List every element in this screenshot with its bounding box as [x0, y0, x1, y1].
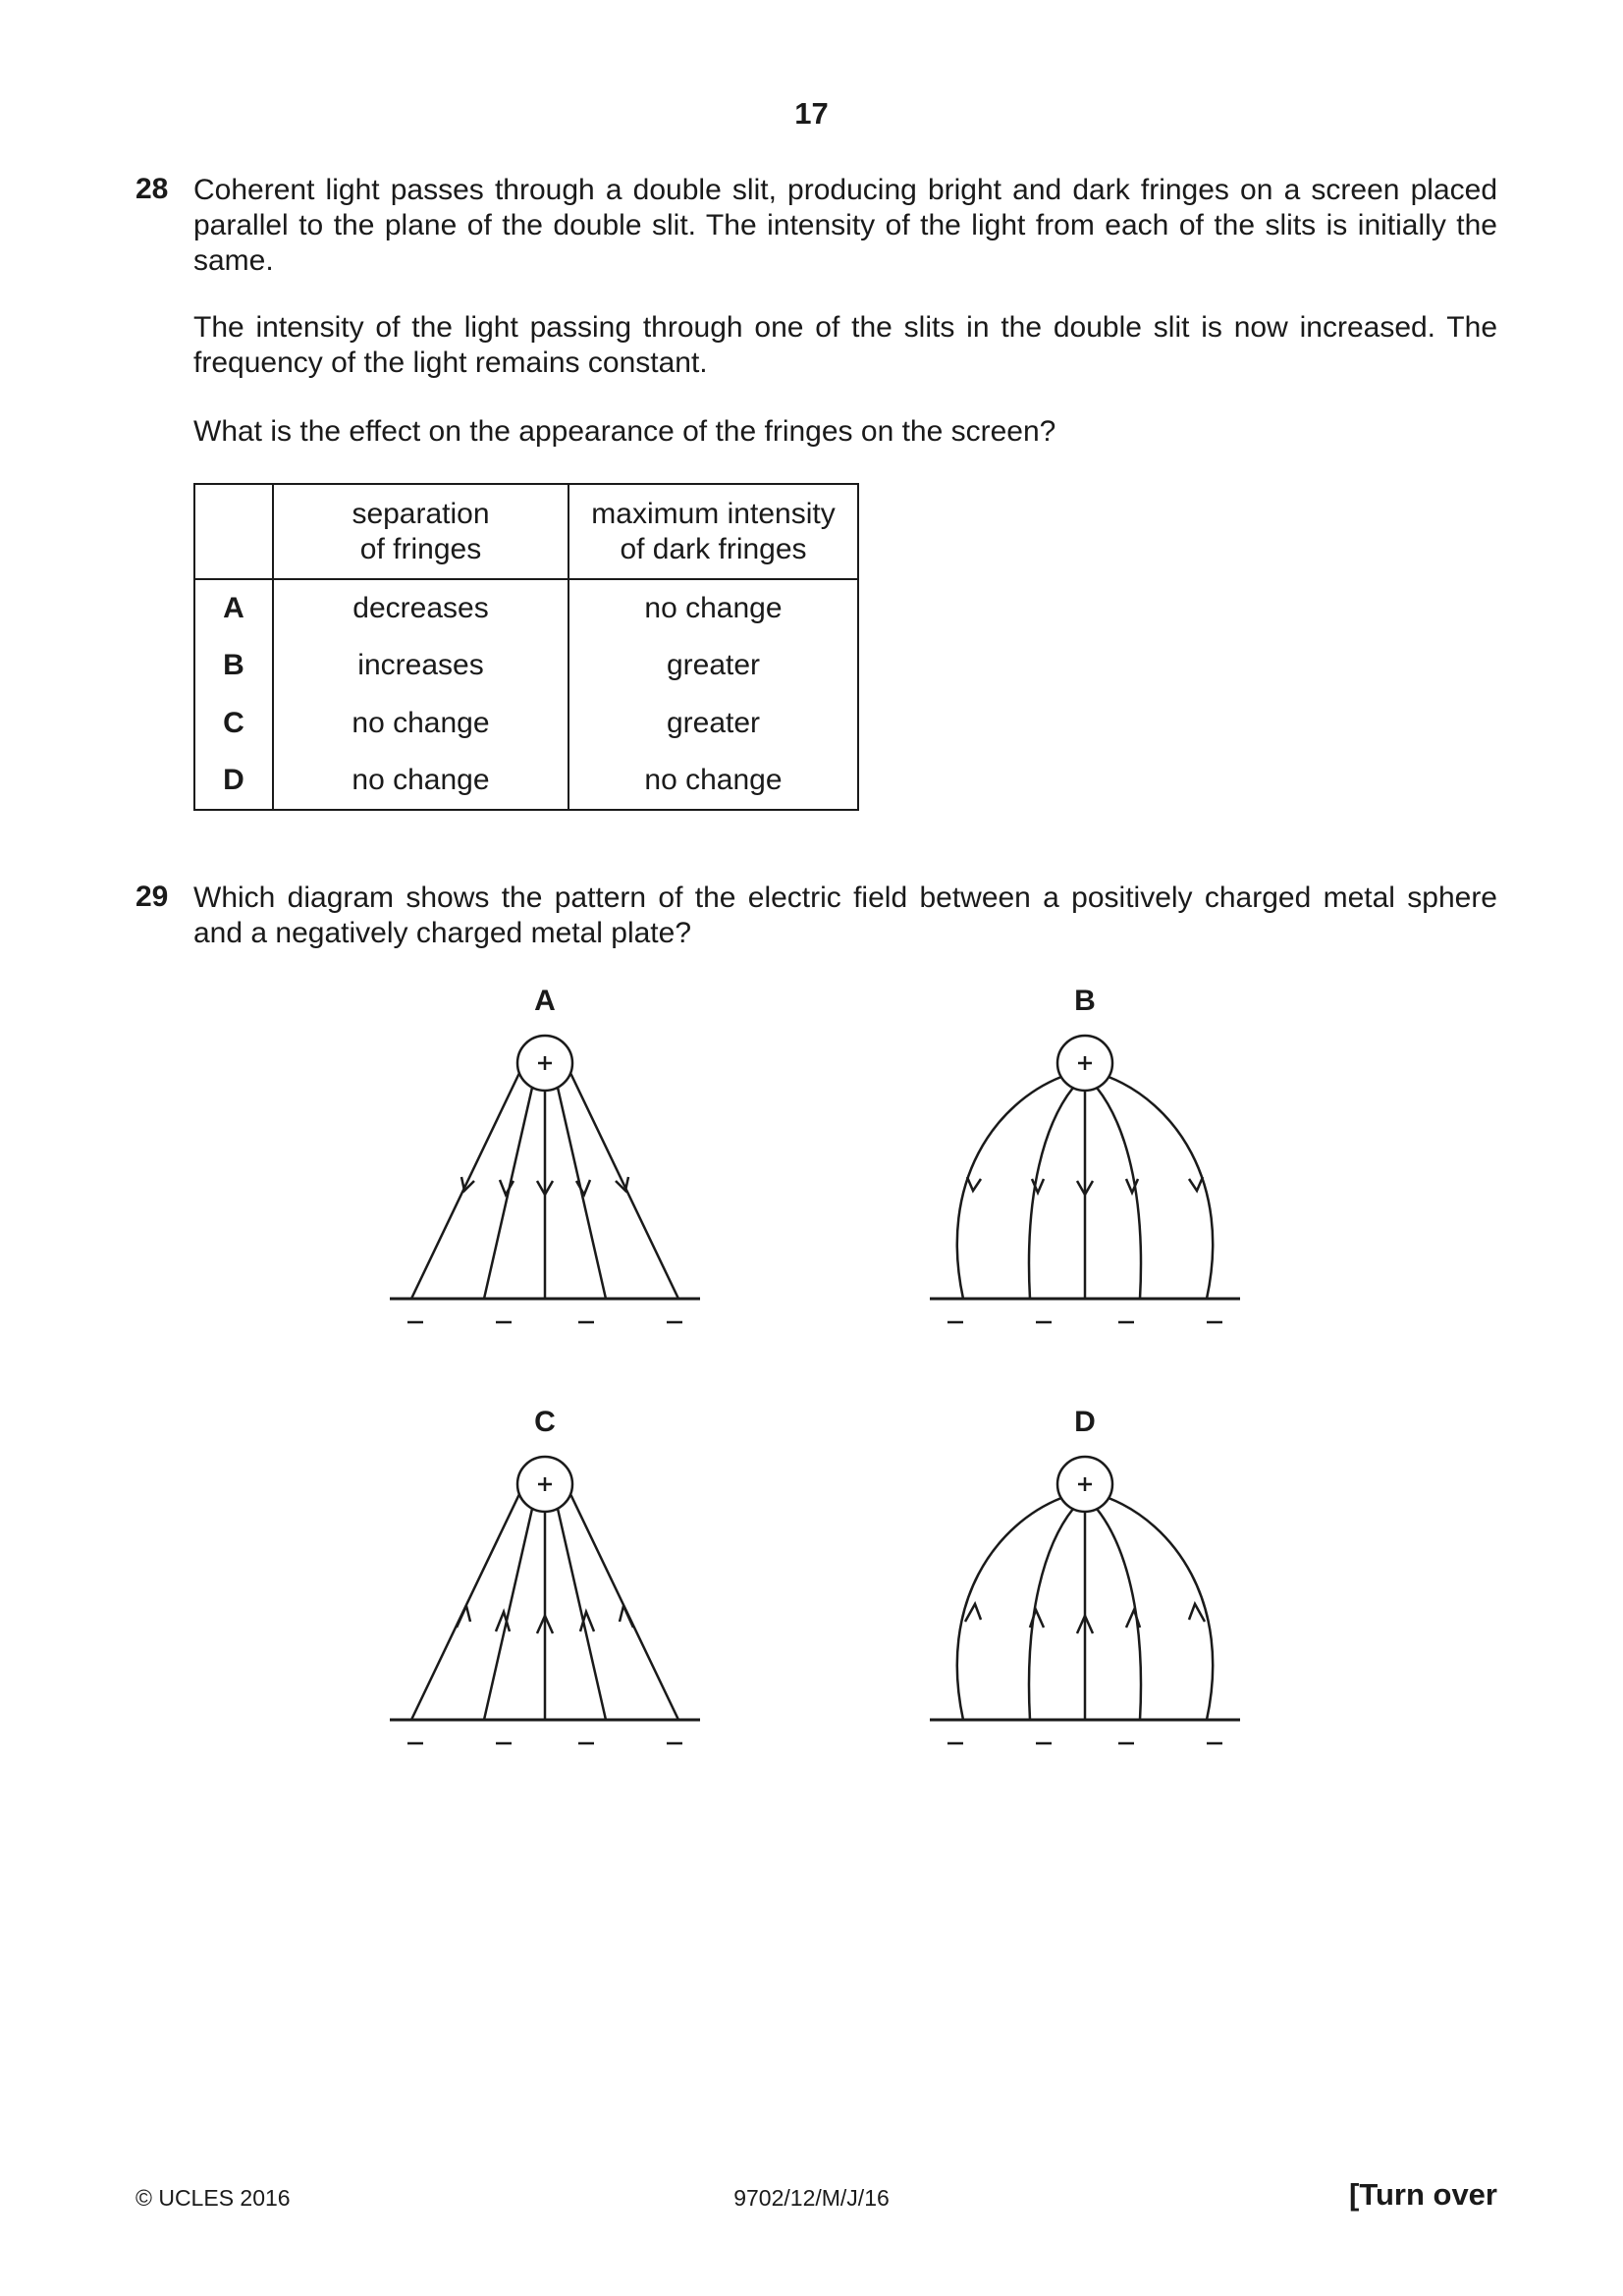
arrow-up-icon: [1126, 1610, 1140, 1628]
arrow-down-icon: [576, 1180, 590, 1195]
question-28-intro: Coherent light passes through a double slit, producing bright and dark fringes on a screen placed parallel to the plane of the double slit. The intensity of the light from each of the slits is initially the same.: [193, 174, 1497, 277]
option-label: D: [223, 763, 244, 796]
field-lines: [957, 1498, 1213, 1720]
option-label: B: [223, 649, 244, 682]
turn-over-label: [Turn over: [1349, 2177, 1497, 2212]
diagram-a-label: A: [534, 985, 556, 1017]
question-28-number: 28: [135, 173, 169, 205]
diagram-c-label: C: [534, 1406, 556, 1438]
field-lines: [957, 1077, 1213, 1299]
diagram-d: [930, 1457, 1240, 1743]
diagram-b: [930, 1036, 1240, 1322]
question-28-change: The intensity of the light passing through one of the slits in the double slit is now increased. The frequency of the light remains constant.: [193, 311, 1497, 379]
footer-paper-code: 9702/12/M/J/16: [733, 2185, 890, 2211]
field-line: [558, 1088, 606, 1299]
diagram-b-label: B: [1074, 985, 1096, 1017]
diagram-c: [390, 1457, 700, 1743]
page-number: 17: [794, 96, 829, 131]
field-lines: [411, 1073, 678, 1299]
field-line: [1029, 1088, 1073, 1299]
field-line: [558, 1509, 606, 1720]
header-line: separation: [352, 497, 490, 530]
diagram-d-label: D: [1074, 1406, 1096, 1438]
field-line: [484, 1088, 532, 1299]
header-line: of dark fringes: [620, 532, 807, 565]
field-line: [484, 1509, 532, 1720]
option-separation: increases: [273, 637, 568, 694]
arrow-up-icon: [1030, 1610, 1044, 1628]
arrow-down-icon: [500, 1180, 514, 1195]
diagram-a: [390, 1036, 700, 1322]
field-lines: [411, 1494, 678, 1720]
option-intensity: greater: [568, 694, 858, 751]
option-label: C: [223, 706, 244, 739]
field-line: [1097, 1088, 1141, 1299]
option-separation: no change: [273, 752, 568, 810]
arrow-up-icon: [1189, 1604, 1205, 1622]
option-intensity: no change: [568, 752, 858, 810]
arrow-down-icon: [967, 1177, 981, 1191]
question-28-question: What is the effect on the appearance of the fringes on the screen?: [193, 415, 1056, 448]
option-intensity: greater: [568, 637, 858, 694]
header-line: of fringes: [359, 532, 482, 565]
question-29-text: Which diagram shows the pattern of the electric field between a positively charged metal sphere and a negatively charged metal plate?: [193, 881, 1497, 949]
option-separation: decreases: [273, 579, 568, 637]
option-label: A: [223, 592, 244, 625]
footer-copyright: © UCLES 2016: [135, 2185, 291, 2211]
arrow-up-icon: [965, 1604, 981, 1622]
header-line: maximum intensity: [591, 497, 836, 530]
question-29-number: 29: [135, 881, 169, 913]
option-intensity: no change: [568, 579, 858, 637]
option-separation: no change: [273, 694, 568, 751]
arrow-down-icon: [1189, 1177, 1203, 1191]
